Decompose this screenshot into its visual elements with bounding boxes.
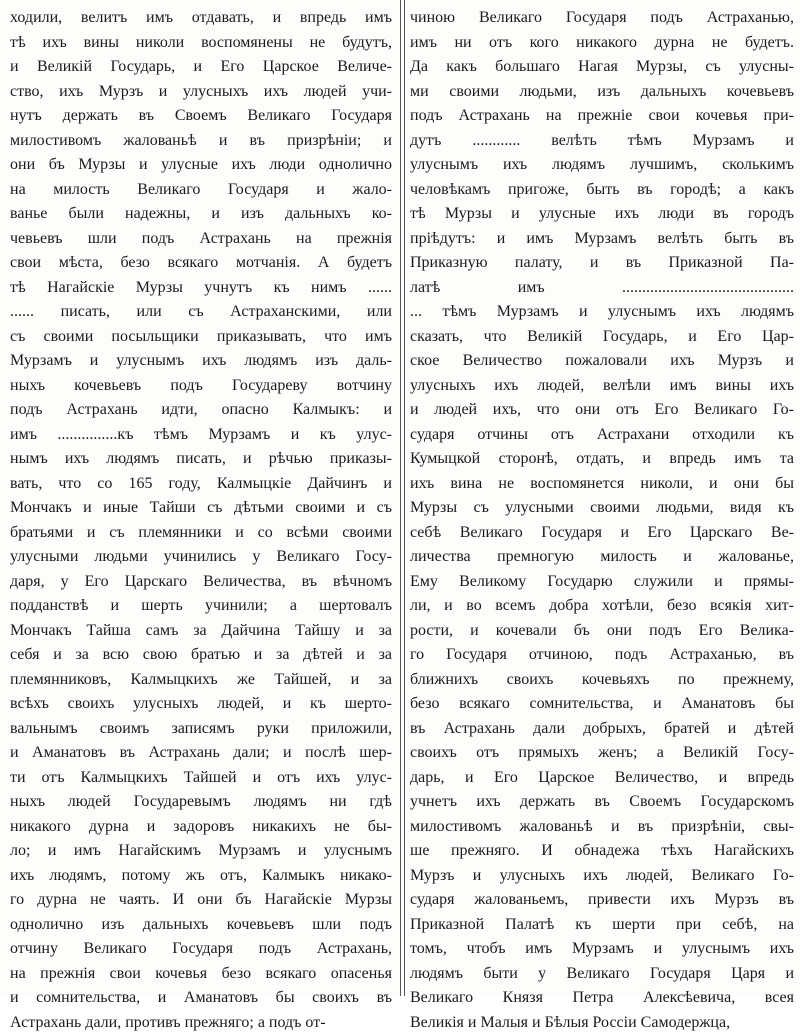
text-line: томъ, чтобъ имъ Мурзамъ и улуснымъ ихъ bbox=[410, 937, 794, 962]
text-line: и Великій Государь, и Его Царское Величе- bbox=[10, 55, 392, 80]
text-line: и Аманатовъ въ Астрахань дали; и послѣ шер- bbox=[10, 741, 392, 766]
text-line: никакого дурна и задоровъ никакихъ не бы- bbox=[10, 815, 392, 840]
text-line: ныхъ кочевьевъ подъ Государеву вотчину bbox=[10, 374, 392, 399]
text-line: сударя жалованьемъ, привести ихъ Мурзъ въ bbox=[410, 888, 794, 913]
text-line: нутъ держать въ Своемъ Великаго Государя bbox=[10, 104, 392, 129]
text-line: тѣ Мурзы и улусные ихъ люди въ городъ bbox=[410, 202, 794, 227]
text-line: въ Астрахань дали добрыхъ, братей и дѣтей bbox=[410, 717, 794, 742]
text-line: Приказную палату, и въ Приказной Па- bbox=[410, 251, 794, 276]
text-line: ло; и имъ Нагайскимъ Мурзамъ и улуснымъ bbox=[10, 839, 392, 864]
text-line: чиною Великаго Государя подъ Астраханью, bbox=[410, 6, 794, 31]
text-line: ходили, велитъ имъ отдавать, и впредь имъ bbox=[10, 6, 392, 31]
text-line: ...... писать, или съ Астраханскими, или bbox=[10, 300, 392, 325]
text-line: го Государя отчиною, подъ Астраханью, въ bbox=[410, 643, 794, 668]
text-line: милостивомъ жалованьѣ и въ призрѣніи; и bbox=[10, 129, 392, 154]
text-line: отчину Великаго Государя подъ Астрахань, bbox=[10, 937, 392, 962]
text-line: Великія и Малыя и Бѣлыя Россіи Самодержца, bbox=[410, 1011, 794, 1035]
text-line: на прежнія свои кочевья безо всякаго опасенья bbox=[10, 962, 392, 987]
text-line: вать, что со 165 году, Калмыцкіе Дайчинъ и bbox=[10, 472, 392, 497]
column-divider-line bbox=[404, 0, 405, 996]
text-line: вальнымъ своимъ записямъ руки приложили, bbox=[10, 717, 392, 742]
text-line: чевьевъ шли подъ Астрахань на прежнія bbox=[10, 227, 392, 252]
column-divider-line bbox=[400, 0, 401, 996]
text-line: и людей ихъ, что они отъ Его Великаго Го- bbox=[410, 398, 794, 423]
text-line: ихъ вина не воспомянется николи, и они бы bbox=[410, 472, 794, 497]
text-line: ти отъ Калмыцкихъ Тайшей и отъ ихъ улус- bbox=[10, 766, 392, 791]
text-line: сударя отчины отъ Астрахани отходили къ bbox=[410, 423, 794, 448]
text-line: себѣ Великаго Государя и Его Царскаго Ве- bbox=[410, 521, 794, 546]
text-line: и сомнительства, и Аманатовъ бы своихъ въ bbox=[10, 986, 392, 1011]
text-line: Ему Великому Государю служили и прямы- bbox=[410, 570, 794, 595]
text-line: всѣхъ своихъ улусныхъ людей, и къ шерто- bbox=[10, 692, 392, 717]
text-line: племянниковъ, Калмыцкихъ же Тайшей, и за bbox=[10, 668, 392, 693]
text-line: одноличнo изъ дальныхъ кочевьевъ шли подъ bbox=[10, 913, 392, 938]
text-line: тѣ ихъ вины николи воспомянены не будутъ, bbox=[10, 31, 392, 56]
text-line: Да какъ большаго Нагая Мурзы, съ улусны- bbox=[410, 55, 794, 80]
text-line: даря, у Его Царскаго Величества, въ вѣчномъ bbox=[10, 570, 392, 595]
text-line: подъ Астрахань идти, опасно Калмыкъ: и bbox=[10, 398, 392, 423]
text-line: ... тѣмъ Мурзамъ и улуснымъ ихъ людямъ bbox=[410, 300, 794, 325]
text-line: имъ ...............къ тѣмъ Мурзамъ и къ улус- bbox=[10, 423, 392, 448]
text-line: Кумыцкой сторонѣ, отдать, и впредь имъ та bbox=[410, 447, 794, 472]
text-line: ми своими людьми, изъ дальныхъ кочевьевъ bbox=[410, 80, 794, 105]
text-line: свои мѣста, безо всякаго мотчанія. А будетъ bbox=[10, 251, 392, 276]
text-line: съ своими посыльщики приказывать, что имъ bbox=[10, 325, 392, 350]
text-line: своихъ отъ прямыхъ женъ; а Великій Госу- bbox=[410, 741, 794, 766]
text-line: Астрахань дали, противъ прежняго; а подъ от- bbox=[10, 1011, 392, 1035]
text-line: дутъ ............ велѣть тѣмъ Мурзамъ и bbox=[410, 129, 794, 154]
text-line: ское Величество пожаловали ихъ Мурзъ и bbox=[410, 349, 794, 374]
text-line: улусными людьми учинились у Великаго Госу- bbox=[10, 545, 392, 570]
text-line: Мончакъ и иные Тайши съ дѣтьми своими и съ bbox=[10, 496, 392, 521]
text-line: милостивомъ жалованьѣ и въ призрѣніи, свы- bbox=[410, 815, 794, 840]
text-line: Великаго Князя Петра Алексѣевича, всея bbox=[410, 986, 794, 1011]
text-line: рости, и кочевали бъ они подъ Его Велика- bbox=[410, 619, 794, 644]
text-line: себя и за всю свою братью и за дѣтей и за bbox=[10, 643, 392, 668]
text-line: улуснымъ ихъ людямъ лучшимъ, сколькимъ bbox=[410, 153, 794, 178]
text-line: учнетъ ихъ держать въ Своемъ Государскомъ bbox=[410, 790, 794, 815]
text-line: улусныхъ ихъ людей, велѣли имъ вины ихъ bbox=[410, 374, 794, 399]
text-line: имъ ни отъ кого никакого дурна не будетъ. bbox=[410, 31, 794, 56]
right-text-column bbox=[410, 6, 794, 1035]
text-line: латѣ имъ ........................................... bbox=[410, 276, 794, 301]
text-line: ванье были надежны, и изъ дальныхъ ко- bbox=[10, 202, 392, 227]
text-line: дарь, и Его Царское Величество, и впредь bbox=[410, 766, 794, 791]
text-line: ство, ихъ Мурзъ и улусныхъ ихъ людей учи- bbox=[10, 80, 392, 105]
text-line: Мурзъ и улусныхъ ихъ людей, Великаго Го- bbox=[410, 864, 794, 889]
text-line: Приказной Палатѣ къ шерти при себѣ, на bbox=[410, 913, 794, 938]
text-line: Мурзамъ и улуснымъ ихъ людямъ изъ даль- bbox=[10, 349, 392, 374]
text-line: личества премногую милость и жалованье, bbox=[410, 545, 794, 570]
text-line: ихъ людямъ, потому жъ отъ, Калмыкъ никако- bbox=[10, 864, 392, 889]
text-line: подъ Астрахань на прежніе свои кочевья при- bbox=[410, 104, 794, 129]
text-line: ближнихъ своихъ кочевьяхъ по прежнему, bbox=[410, 668, 794, 693]
left-text-column bbox=[10, 6, 392, 1035]
text-line: ли, и во всемъ добра хотѣли, безо всякія хит- bbox=[410, 594, 794, 619]
text-line: сказать, что Великій Государь, и Его Цар- bbox=[410, 325, 794, 350]
text-line: они бъ Мурзы и улусные ихъ люди одноличнo bbox=[10, 153, 392, 178]
text-line: ныхъ людей Государевымъ людямъ ни гдѣ bbox=[10, 790, 392, 815]
text-line: людямъ быти у Великаго Государя Царя и bbox=[410, 962, 794, 987]
text-line: на милость Великаго Государя и жало- bbox=[10, 178, 392, 203]
text-line: пріѣдутъ: и имъ Мурзамъ велѣть быть въ bbox=[410, 227, 794, 252]
text-line: безо всякаго сомнительства, и Аманатовъ бы bbox=[410, 692, 794, 717]
text-line: нымъ ихъ людямъ писать, и рѣчью приказы- bbox=[10, 447, 392, 472]
text-line: го дурна не чаять. И они бъ Нагайскіе Мурзы bbox=[10, 888, 392, 913]
text-line: братьями и съ племянники и со всѣми своими bbox=[10, 521, 392, 546]
text-line: тѣ Нагайскіе Мурзы учнутъ къ нимъ ...... bbox=[10, 276, 392, 301]
text-line: человѣкамъ пригоже, быть въ городѣ; а какъ bbox=[410, 178, 794, 203]
text-line: Мончакъ Тайша самъ за Дайчина Тайшу и за bbox=[10, 619, 392, 644]
text-line: подданствѣ и шерть учинили; а шертовалъ bbox=[10, 594, 392, 619]
text-line: ше прежняго. И обнадежа тѣхъ Нагайскихъ bbox=[410, 839, 794, 864]
text-line: Мурзы съ улусными своими людьми, видя къ bbox=[410, 496, 794, 521]
